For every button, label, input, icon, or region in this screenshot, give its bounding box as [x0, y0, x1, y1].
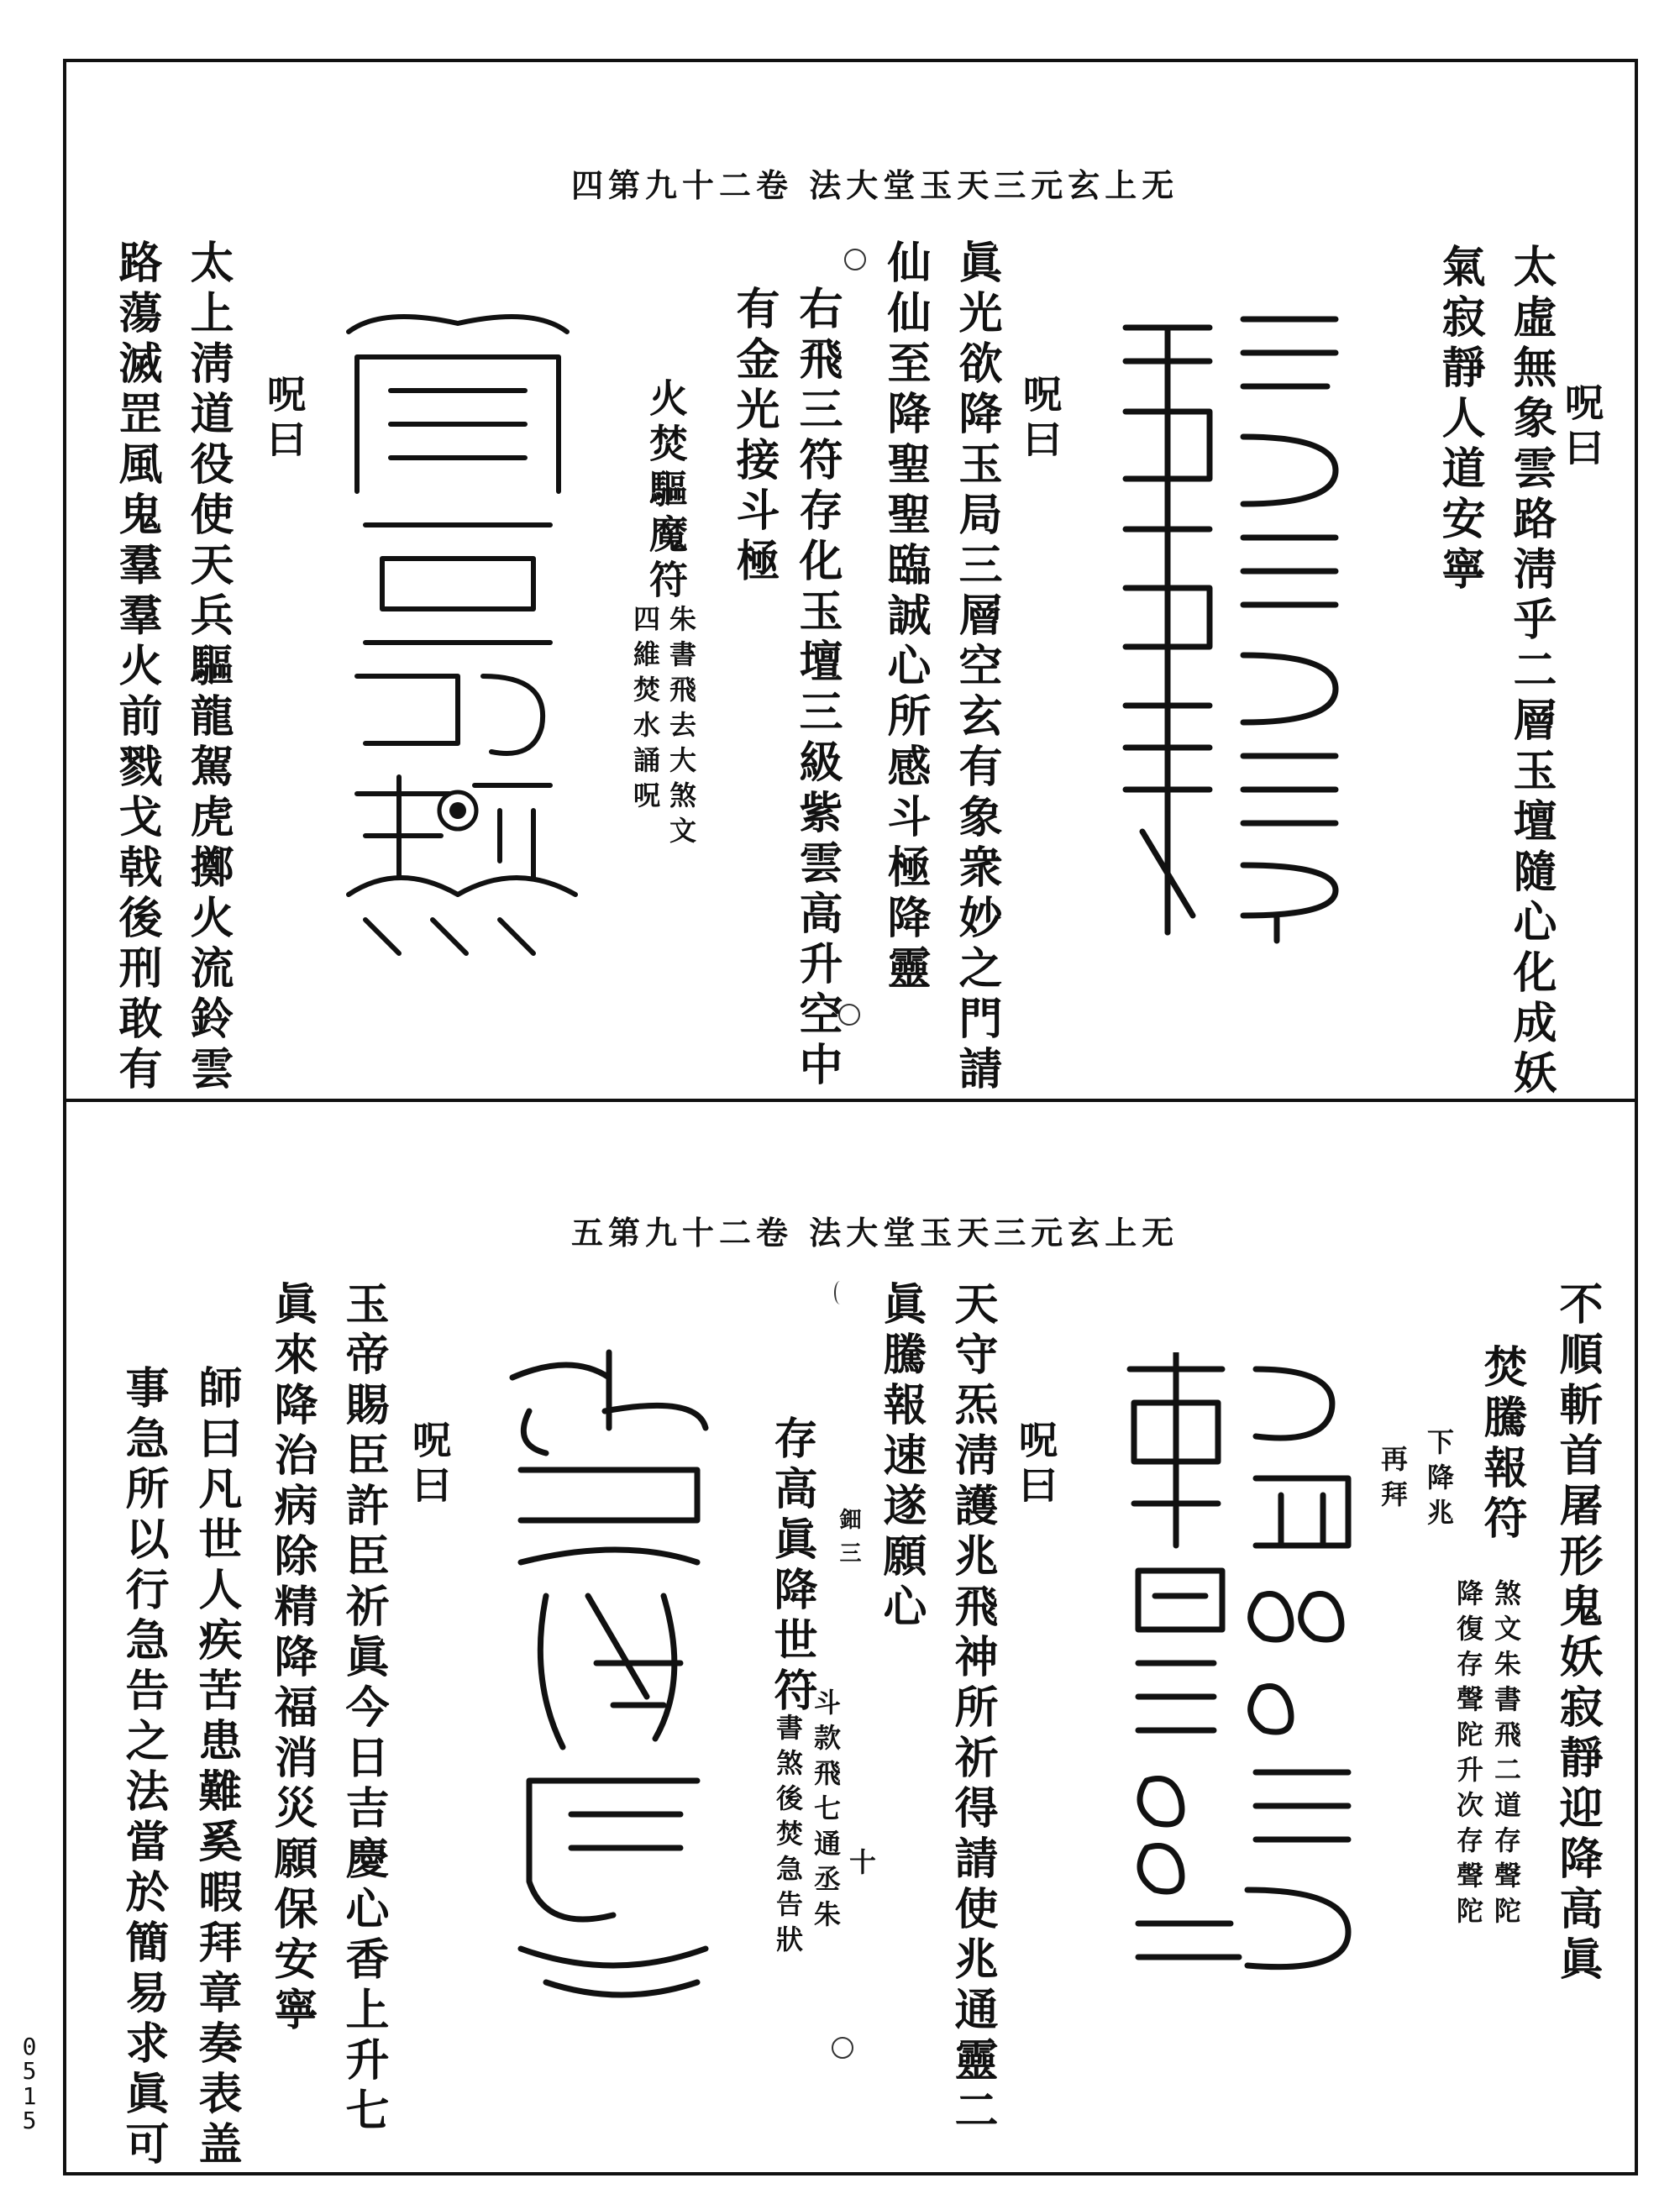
page-divider [63, 1099, 1638, 1102]
circle-mark-3 [832, 2037, 853, 2059]
top-col-4: 呪曰 [1017, 374, 1063, 464]
top-col-10: 朱書飛去大煞文 [665, 605, 697, 852]
talisman-top-middle [332, 307, 584, 962]
bottom-col-1: 不順斬首屠形鬼妖寂靜迎降高眞 [1551, 1281, 1603, 1986]
bottom-col-19: 事急所以行急告之法當於簡易求眞可 [118, 1365, 169, 2171]
top-col-13: 太上淸道役使天兵驅龍駕虎擲火流鈴雲 [182, 239, 234, 1096]
top-header: 四第九十二卷 法大堂玉天三元玄上无 [571, 166, 1179, 204]
bottom-col-15: 呪曰 [407, 1420, 452, 1510]
bottom-col-17: 眞來降治病除精降福消災願保安寧 [266, 1281, 318, 2037]
top-col-2: 太虛無象雲路淸乎二層玉壇隨心化成妖 [1505, 244, 1557, 1100]
top-col-5: 眞光欲降玉局三層空玄有象衆妙之門請 [951, 239, 1002, 1096]
bottom-col-6: 再拜 [1377, 1445, 1409, 1515]
talisman-top-right [1109, 311, 1352, 949]
page-number: 0515 [22, 2033, 37, 2135]
top-col-6: 仙仙至降聖聖臨誠心所感斗極降靈 [879, 239, 931, 995]
bottom-col-12: 斗款飛七通丞朱 [810, 1688, 842, 1935]
talisman-bottom-middle [496, 1344, 722, 2016]
bottom-col-10: 存高眞降世符 [766, 1415, 817, 1718]
bottom-col-14: 十 [845, 1848, 877, 1883]
top-col-9: 火焚驅魔符 [643, 378, 689, 605]
top-col-3: 氣寂靜人道安寧 [1434, 244, 1485, 596]
top-col-7: 右飛三符存化玉壇三級紫雲高升空中 [791, 286, 843, 1092]
bottom-col-5: 下降兆 [1423, 1428, 1455, 1534]
bottom-col-7: 呪曰 [1013, 1420, 1058, 1510]
bottom-col-11: 鈿三 [836, 1508, 861, 1575]
circle-mark-1 [844, 249, 866, 270]
top-col-12: 呪曰 [261, 374, 307, 464]
talisman-bottom-right [1113, 1352, 1365, 1991]
bottom-col-4: 降復存聲陀升次存聲陀 [1452, 1579, 1484, 1932]
top-col-14: 路蕩滅罡風鬼羣羣火前戮戈戟後刑敢有 [111, 239, 162, 1096]
bottom-col-8: 天守炁淸護兆飛神所祈得請使兆通靈二 [947, 1281, 998, 2138]
top-col-11: 四維焚水誦呪 [629, 605, 661, 816]
top-col-1: 呪曰 [1559, 382, 1604, 473]
bottom-col-2: 焚騰報符 [1476, 1344, 1527, 1546]
bottom-col-16: 玉帝賜臣許臣祈眞今日吉慶心香上升七 [338, 1281, 389, 2138]
bottom-col-13: 書煞後焚急告狀 [772, 1714, 804, 1960]
bracket-mark [834, 1281, 846, 1304]
bottom-header: 五第九十二卷 法大堂玉天三元玄上无 [571, 1214, 1179, 1252]
bottom-col-3: 煞文朱書飛二道存聲陀 [1490, 1579, 1522, 1932]
top-col-8: 有金光接斗極 [728, 286, 780, 588]
bottom-col-9: 眞騰報速遂願心 [875, 1281, 927, 1634]
bottom-col-18: 師曰凡世人疾苦患難奚暇拜章奏表盖 [191, 1365, 242, 2171]
